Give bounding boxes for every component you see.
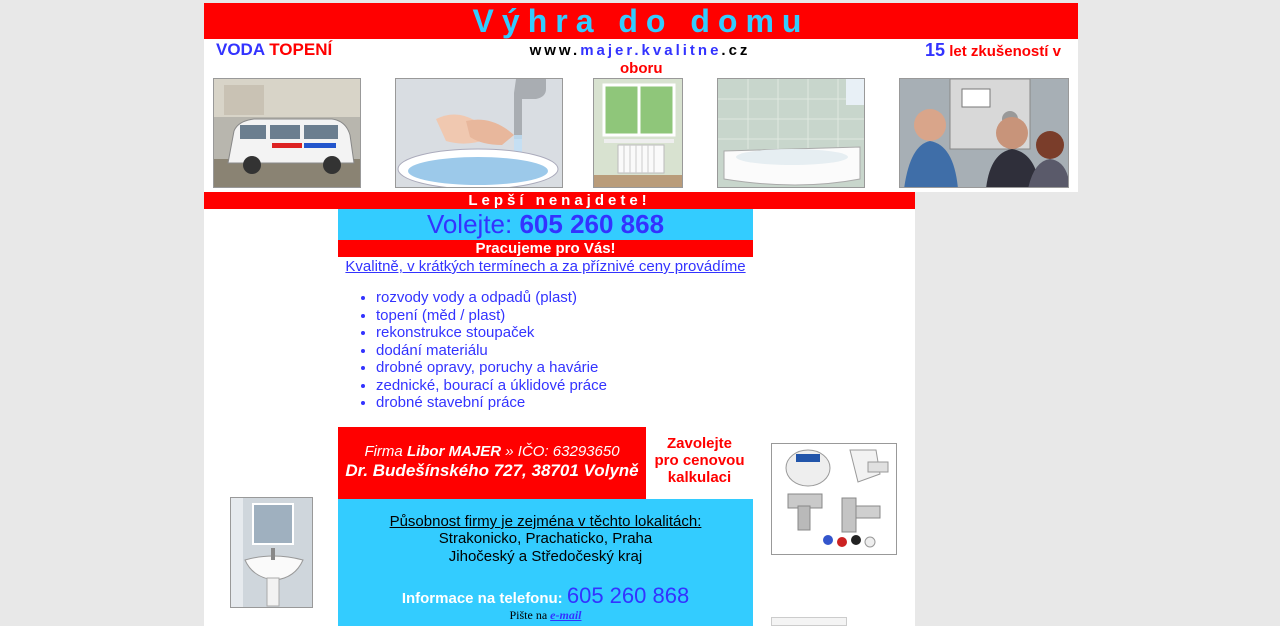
service-item: • dodání materiálu xyxy=(376,342,607,360)
url-prefix: www. xyxy=(529,42,581,59)
service-item: • drobné stavební práce xyxy=(376,394,607,412)
kvalitne-link[interactable]: Kvalitně, v krátkých termínech a za příznivé ceny provádíme xyxy=(345,258,746,275)
info-box xyxy=(338,499,753,626)
company-ico: » IČO: 63293650 xyxy=(505,443,620,460)
info-phone-label: Informace na telefonu: xyxy=(401,590,563,607)
url-suffix: .cz xyxy=(721,42,751,59)
website-url[interactable] xyxy=(505,42,775,59)
company-box xyxy=(338,427,646,499)
technicians-photo xyxy=(899,78,1069,188)
company-address: Dr. Budešínského 727, 38701 Volyně xyxy=(345,461,639,480)
price-call-text xyxy=(646,435,753,486)
valves-photo xyxy=(771,443,897,555)
service-item: • zednické, bourací a úklidové práce xyxy=(376,377,607,395)
price-call-line: Zavolejte xyxy=(666,435,733,452)
price-call-line: pro cenovou xyxy=(654,452,745,469)
call-banner xyxy=(338,209,753,240)
pracujeme-banner: Pracujeme pro Vás! xyxy=(338,240,753,257)
coverage-heading: Působnost firmy je zejména v těchto lokalitách: xyxy=(389,513,702,530)
url-name: majer xyxy=(580,42,635,59)
call-phone[interactable]: 605 260 868 xyxy=(519,209,665,239)
coverage-line: Strakonicko, Prachaticko, Praha xyxy=(438,530,653,547)
van-photo xyxy=(213,78,361,188)
info-phone xyxy=(338,583,753,609)
call-prefix: Volejte: xyxy=(426,209,513,239)
oboru-text: oboru xyxy=(620,60,663,77)
service-item: • rozvody vody a odpadů (plast) xyxy=(376,289,607,307)
info-phone-number[interactable]: 605 260 868 xyxy=(566,583,690,608)
write-line xyxy=(338,608,753,623)
radiator-photo xyxy=(593,78,683,188)
lepsi-banner: Lepší nenajdete! xyxy=(204,192,915,209)
topeni-label: TOPENÍ xyxy=(269,40,333,59)
company-line xyxy=(338,443,646,460)
service-item: • rekonstrukce stoupaček xyxy=(376,324,607,342)
company-name: Libor MAJER xyxy=(406,443,502,460)
sink-photo xyxy=(230,497,313,608)
services-list xyxy=(362,289,607,412)
service-item: • topení (měd / plast) xyxy=(376,307,607,325)
site-title: Výhra do domu xyxy=(204,3,1078,39)
experience-text xyxy=(925,40,1061,61)
water-hands-photo xyxy=(395,78,563,188)
write-label: Pište na xyxy=(509,608,548,622)
service-item: • drobné opravy, poruchy a havárie xyxy=(376,359,607,377)
coverage-line: Jihočeský a Středočeský kraj xyxy=(448,548,643,565)
experience-years: 15 xyxy=(925,40,946,60)
email-link[interactable]: e-mail xyxy=(550,608,582,622)
url-mid: .kvalitne xyxy=(634,42,722,59)
partial-photo xyxy=(771,617,847,626)
voda-topeni-label xyxy=(216,40,332,60)
price-call-line: kalkulaci xyxy=(667,469,732,486)
bathtub-photo xyxy=(717,78,865,188)
voda-label: VODA xyxy=(216,40,265,59)
experience-label: let zkušeností v xyxy=(949,43,1061,60)
company-label: Firma xyxy=(364,443,403,460)
